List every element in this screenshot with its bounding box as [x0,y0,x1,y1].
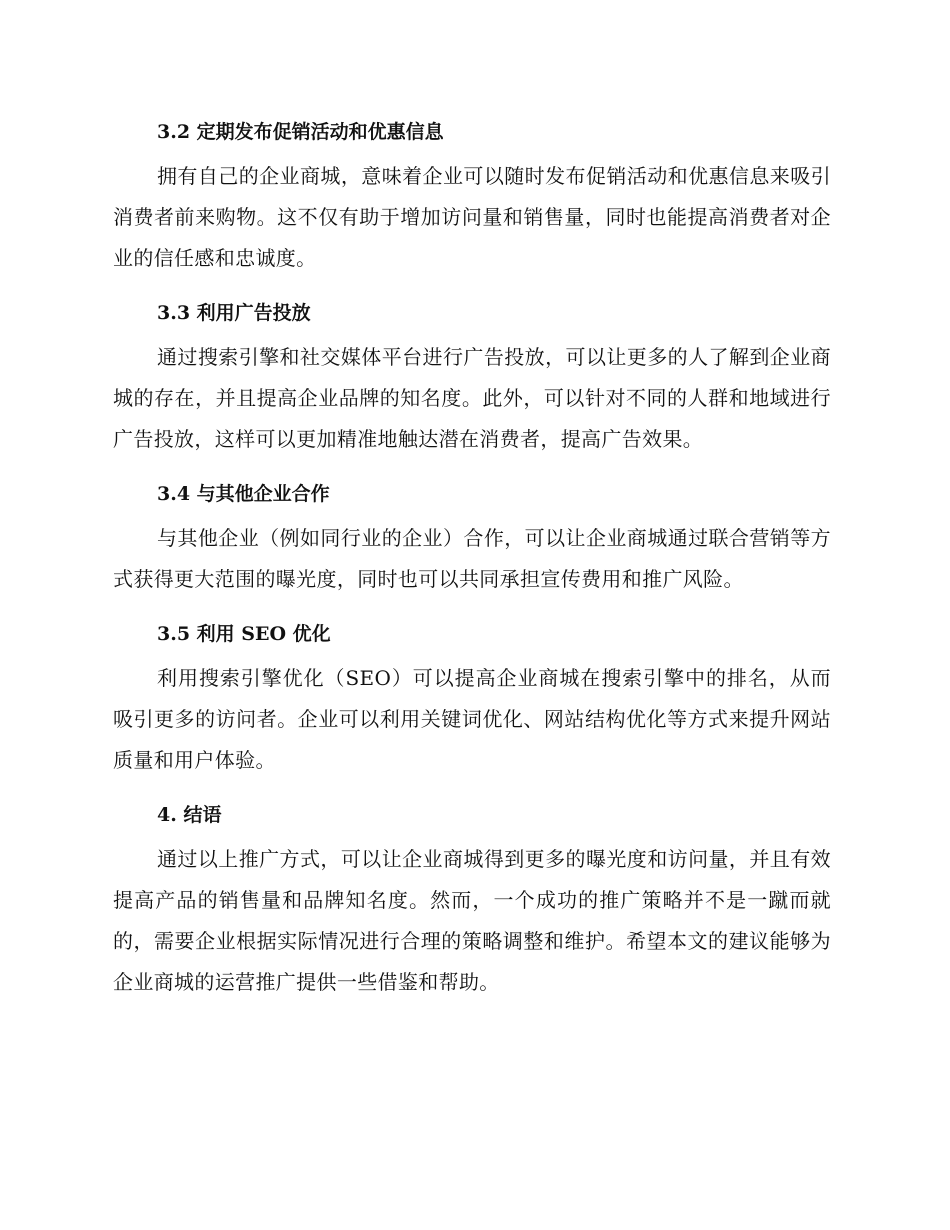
section-heading-3-2: 3.2 定期发布促销活动和优惠信息 [157,121,444,143]
section-heading-3-3: 3.3 利用广告投放 [157,302,311,324]
section-body-3-3: 通过搜索引擎和社交媒体平台进行广告投放，可以让更多的人了解到企业商城的存在，并且提高企业品牌的知名度。此外，可以针对不同的人群和地域进行广告投放，这样可以更加精准地触达潜在消费者，提高广告效果。 [113,345,831,451]
section-heading-3-5: 3.5 利用 SEO 优化 [157,623,331,645]
document-content [113,106,831,1003]
section-body-3-2: 拥有自己的企业商城，意味着企业可以随时发布促销活动和优惠信息来吸引消费者前来购物。这不仅有助于增加访问量和销售量，同时也能提高消费者对企业的信任感和忠诚度。 [113,164,831,270]
section-body-4: 通过以上推广方式，可以让企业商城得到更多的曝光度和访问量，并且有效提高产品的销售量和品牌知名度。然而，一个成功的推广策略并不是一蹴而就的，需要企业根据实际情况进行合理的策略调整和维护。希望本文的建议能够为企业商城的运营推广提供一些借鉴和帮助。 [113,847,831,994]
section-heading-4: 4. 结语 [157,804,222,826]
section-body-3-4: 与其他企业（例如同行业的企业）合作，可以让企业商城通过联合营销等方式获得更大范围的曝光度，同时也可以共同承担宣传费用和推广风险。 [113,526,831,591]
section-body-3-5: 利用搜索引擎优化（SEO）可以提高企业商城在搜索引擎中的排名，从而吸引更多的访问者。企业可以利用关键词优化、网站结构优化等方式来提升网站质量和用户体验。 [113,666,831,772]
section-heading-3-4: 3.4 与其他企业合作 [157,483,330,505]
